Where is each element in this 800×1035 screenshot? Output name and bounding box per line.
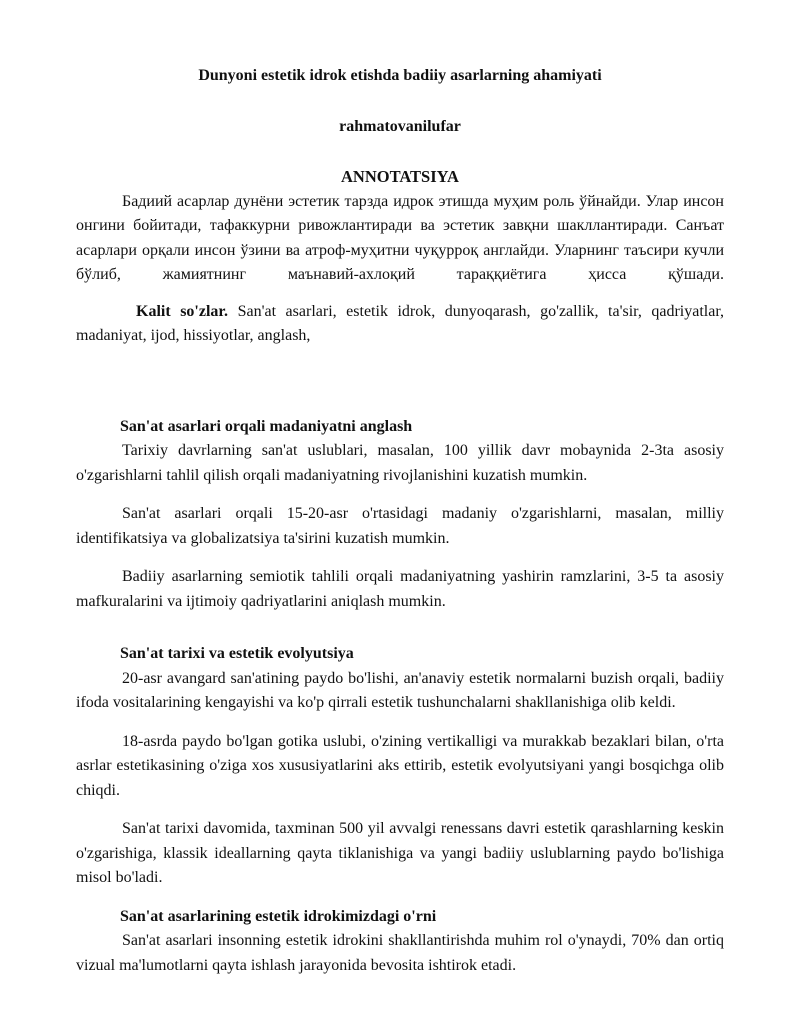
section-heading: San'at asarlarining estetik idrokimizdagi o'rni <box>120 907 437 925</box>
section-heading: San'at asarlari orqali madaniyatni anglash <box>120 417 413 435</box>
document-title: Dunyoni estetik idrok etishda badiiy asarlarning ahamiyati <box>198 67 602 84</box>
section-paragraph: 20-asr avangard san'atining paydo bo'lishi, an'anaviy estetik normalarni buzish orqali, badiiy ifoda vositalarining kengayishi va ko'p qirrali estetik tushunchalarni shakllanishiga olib keldi. <box>76 669 724 711</box>
keywords-text: San'at asarlari, estetik idrok, dunyoqarash, go'zallik, ta'sir, qadriyatlar, madaniyat, ijod, hissiyotlar, anglash, <box>76 302 725 344</box>
section-heading: San'at tarixi va estetik evolyutsiya <box>120 645 354 662</box>
annotation-text: Бадиий асарлар дунёни эстетик тарзда идрок этишда муҳим роль ўйнайди. Улар инсон онгини бойитади, тафаккурни ривожлантиради ва эстетик завқни шакллантиради. Санъат асарлари орқали инсон ўзини ва атроф-муҳитни чуқурроқ англайди. Уларнинг таъсири кучли бўлиб, жамиятнинг маънавий-ахлоқий тараққиётига ҳисса қўшади. <box>76 192 724 283</box>
section-paragraph: San'at asarlari insonning estetik idrokini shakllantirishda muhim rol o'ynaydi, 70% dan ortiq vizual ma'lumotlarni qayta ishlash jarayonida bevosita ishtirok etadi. <box>76 932 724 974</box>
section-paragraph: 18-asrda paydo bo'lgan gotika uslubi, o'zining vertikalligi va murakkab bezaklari bilan, o'rta asrlar estetikasining o'ziga xos xususiyatlarini aks ettirib, estetik evolyutsiyani yangi bosqichga olib chiqdi. <box>76 732 724 799</box>
section-paragraph: Badiiy asarlarning semiotik tahlili orqali madaniyatning yashirin ramzlarini, 3-5 ta asosiy mafkuralarini va ijtimoiy qadriyatlarini aniqlash mumkin. <box>76 568 724 610</box>
keywords-label: Kalit so'zlar. <box>136 302 229 320</box>
section-paragraph: San'at tarixi davomida, taxminan 500 yil avvalgi renessans davri estetik qarashlarning keskin o'zgarishiga, klassik ideallarning qayta tiklanishiga va yangi badiiy uslublarning paydo bo'lishiga misol bo'ladi. <box>76 820 724 886</box>
document-author: rahmatovanilufar <box>339 117 461 135</box>
annotation-heading: ANNOTATSIYA <box>341 167 459 186</box>
keywords-paragraph <box>76 300 724 349</box>
section-paragraph: Tarixiy davrlarning san'at uslublari, masalan, 100 yillik davr mobaynida 2-3ta asosiy o'zgarishlarni tahlil qilish orqali madaniyatning rivojlanishini kuzatish mumkin. <box>76 442 724 484</box>
section-paragraph: San'at asarlari orqali 15-20-asr o'rtasidagi madaniy o'zgarishlarni, masalan, milliy identifikatsiya va globalizatsiya ta'sirini kuzatish mumkin. <box>76 505 724 547</box>
